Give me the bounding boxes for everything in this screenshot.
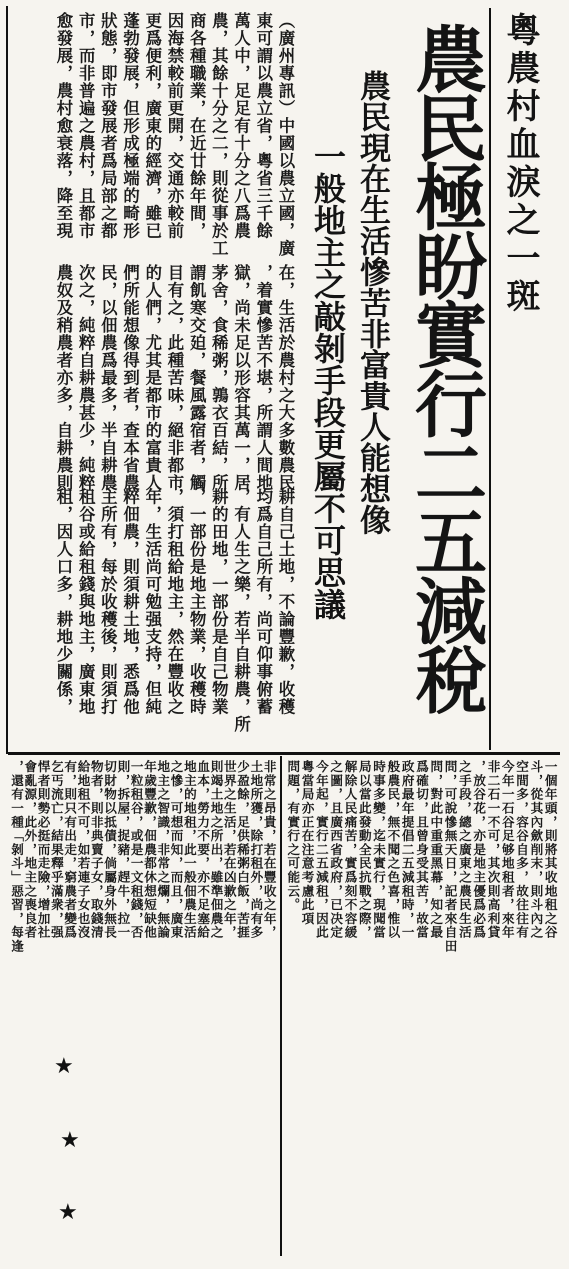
bottom-body-column: 悍者則勢必挺而走險，增加社	[35, 760, 51, 940]
bottom-body-column: 局以當此發動全民抗戰之際，	[356, 760, 372, 940]
top-body-column: ，須打租給地主，然在豐收之	[164, 488, 184, 716]
article-headline: 農民極盼實行二五減稅	[403, 22, 488, 712]
bottom-body-column: 地主之智識，非常之爛，無論	[155, 760, 171, 940]
bottom-body-column: ，放谷花，亦是地主優爲必爲	[471, 760, 487, 940]
top-body-column: 們所能想像得到者，查本省農	[120, 264, 140, 492]
bottom-body-column: 般農民，無不聞之色喜，惟以	[385, 760, 401, 940]
top-body-column: 租，因人口多，耕地少關係，	[53, 488, 73, 716]
star-ornament: ★	[60, 1128, 80, 1153]
top-body-column: 目有之，此種苦味，絕非都市	[164, 264, 184, 492]
bottom-body-column: 一粒租谷，或是一文租錢，否	[128, 760, 144, 940]
bottom-body-column: 斗，從其內歛削末，則斗內之	[528, 760, 544, 940]
bottom-body-column: 地主的地租，此一般佃農生活	[181, 760, 197, 940]
top-body-column: 蓬勃發展，但形成極端的畸形	[120, 12, 140, 240]
top-body-column: 民，以佃農爲最多，半自耕農	[98, 264, 118, 492]
bottom-body-column: 爲確切，且曾身受其苦，故當	[414, 760, 429, 940]
bottom-body-column: 土地所獲，除打租外，尚有多	[248, 760, 264, 940]
bottom-body-column: 則竭土地之所出，雖準佃農之	[208, 760, 224, 940]
top-body-column: 狀態，即市發展者爲局部之都	[98, 12, 118, 240]
top-body-column: 愈發展，農村愈衰落，降至現	[53, 12, 73, 240]
top-body-column: 因海禁較前更開，交通亦較前	[164, 12, 184, 240]
headline-left-rule	[489, 8, 491, 750]
top-body-column: 的人們，尤其是都市的富貴人	[142, 264, 162, 492]
bottom-body-column: 一個年頭，則將其收地租之谷	[542, 760, 558, 940]
bottom-body-column: 問，對此中重重黑幕，知之最	[428, 760, 444, 940]
top-body-column: 在，生活於農村之大多數農民	[275, 264, 295, 492]
bottom-body-column: 之圖，且廣西省政府，已决定	[328, 760, 344, 940]
bottom-body-column: 今年起，實行二五減租，因此	[313, 760, 329, 940]
top-body-column: 粹佃農，則須耕土地，悉爲他	[120, 488, 140, 716]
top-body-column: 年，生活尚可勉强支持，但純	[142, 488, 162, 716]
bottom-body-column: 有，則只有出走，窮農者變爲	[62, 760, 78, 940]
top-body-column: 更爲便利，廣東的經濟，雖已	[142, 12, 162, 240]
bottom-body-column: 則，拆屋，捉豬，趕牛，拉一	[115, 760, 131, 940]
bottom-body-column: 世界之生活，若在凶歉之年，	[221, 760, 237, 940]
bottom-body-column: 乞丐流亡，結果釋乎滿衆，强	[48, 760, 64, 940]
top-body-column: ，一部份是地主物業，收穫時	[187, 488, 207, 716]
top-body-column: ，有人生之樂，若半自耕農，所	[231, 488, 251, 733]
bottom-body-column: 給地租不可，如若連子女也沒	[75, 760, 91, 940]
bottom-body-column: 粵當局亦正在注意考慮此項	[299, 760, 315, 926]
bottom-body-column: 之手段，總之廣東之農民生活	[456, 760, 472, 940]
bottom-body-column: 問，可說慘無天日，記者來自田	[442, 760, 458, 954]
bottom-body-column: 今年一石谷足够地租者，來年	[499, 760, 515, 940]
top-body-column: 耕自己土地，不論豐歉，收穫	[275, 488, 295, 716]
bottom-body-column: 切財物以抵債，倘屬身外無長	[102, 760, 118, 940]
top-body-column: 租谷或給租錢與地主，廣東地	[76, 488, 96, 716]
section-divider	[8, 752, 560, 755]
top-body-column: 主所有，每於收穫後，則須打	[98, 488, 118, 716]
bottom-block-inner-rule	[280, 756, 282, 1256]
bottom-body-column: 少盈餘，足供稀粥白飯，苦捱	[235, 760, 251, 940]
bottom-body-column: 血本，勞力不要，亦不足塞給	[195, 760, 211, 940]
article-subheadline-2: 一般地主之敲剝手段更屬不可思議	[309, 140, 347, 620]
bottom-body-column: 問題，有實行之可能云。	[285, 760, 301, 912]
top-block-frame-left	[6, 6, 8, 754]
end-stars	[36, 1050, 96, 1240]
bottom-body-column: 年歲豐歉，佃農都休想短缺他	[142, 760, 157, 940]
bottom-body-column: 物者，則非典賣子女，取錢清	[88, 760, 104, 940]
top-body-column: （廣州專訊）中國以農立國，廣	[275, 12, 295, 257]
bottom-body-column: 之慘，可想而知，而且，廣東	[168, 760, 184, 940]
star-ornament: ★	[58, 1200, 78, 1225]
article-kicker: 粵農村血淚之一斑	[500, 12, 540, 316]
top-body-column: ，着實慘苦不堪，所謂人間地	[253, 264, 273, 492]
bottom-body-column: 非二石一不可，其次則高利貸	[485, 760, 501, 940]
top-body-column: 茅舍，食稀粥，鶉衣百結，所	[209, 264, 229, 492]
bottom-body-column: 時事多變，迄未實行，現聞當	[371, 760, 387, 940]
bottom-body-column: 會亂源，此外，地主之喪良者	[22, 760, 38, 940]
top-body-column: 農，其餘十分之二，則從事於工	[209, 12, 229, 257]
bottom-body-column: 非常之昂貴，若在豐收之年，	[261, 760, 277, 940]
article-subheadline-1: 農民現在生活慘苦非富貴人能想像	[354, 70, 390, 535]
top-body-column: 市，而非普遍之農村，且都市	[76, 12, 96, 240]
bottom-body-column: 空間多，容谷自多，故往往有	[514, 760, 530, 940]
top-body-column: 耕的田地，一部份是自己物業	[209, 488, 229, 716]
top-body-column: 農奴及稍農者亦多，自耕農則	[53, 264, 73, 492]
bottom-body-column: 政府最年提倡二五減租時，一	[399, 760, 415, 940]
top-body-column: 商各種職業，在近廿餘年間，	[187, 12, 207, 240]
star-ornament: ★	[54, 1054, 74, 1079]
top-body-column: 東可謂以農立省，粵省三千餘	[253, 12, 273, 240]
bottom-body-column: ，還有一種「剝斗」惡習，每逢	[9, 760, 24, 954]
top-body-column: 均爲自己所有，尚可仰事俯蓄	[253, 488, 273, 716]
top-body-column: 謂飢寒交廹，餐風露宿者，觸	[187, 264, 207, 492]
top-body-column: 次之，純粹自耕農甚少，純粹	[76, 264, 96, 492]
top-body-column: 獄，尚未足以形容其萬一，居	[231, 264, 251, 492]
bottom-body-column: 解除人民痛苦，實爲刻不容緩	[342, 760, 358, 940]
top-body-column: 萬人中，足足有十分之八爲農	[231, 12, 251, 240]
